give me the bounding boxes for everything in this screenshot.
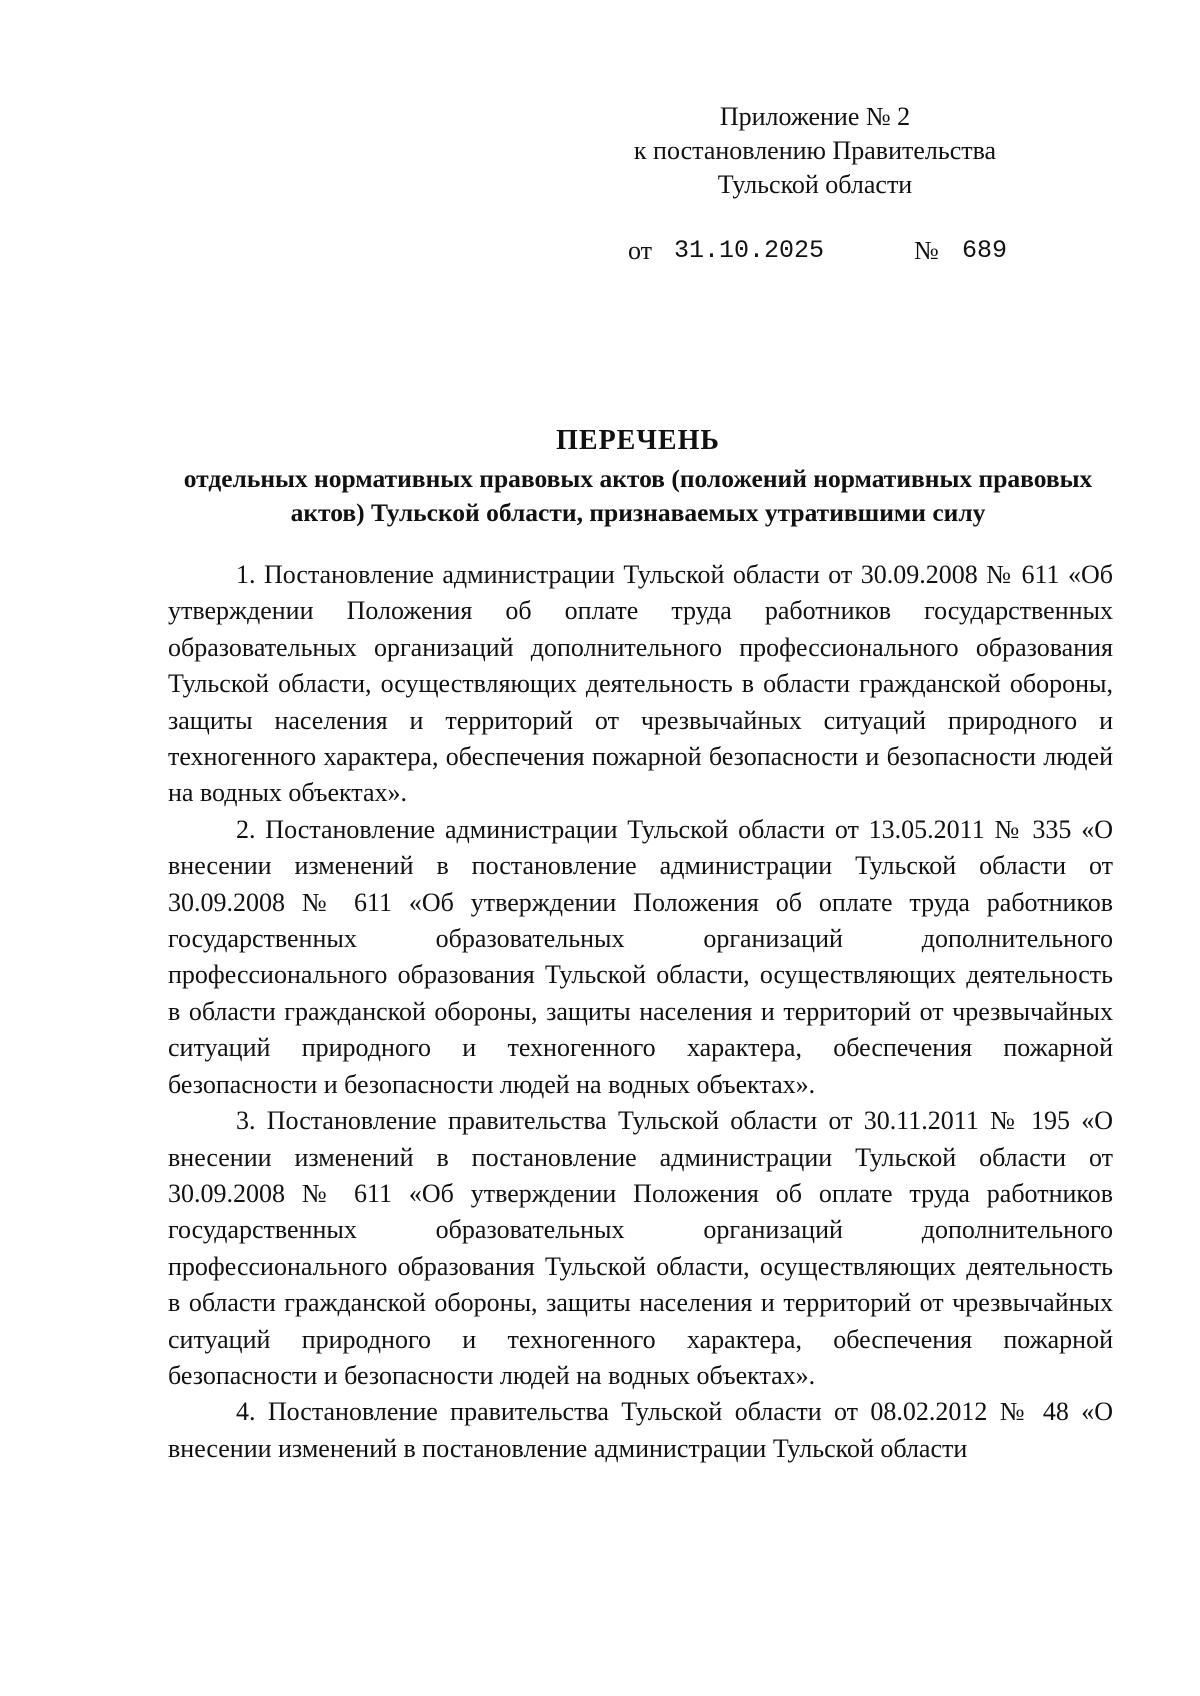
document-title bbox=[168, 424, 1108, 530]
appendix-reference: к постановлению Правительства bbox=[633, 136, 997, 165]
appendix-number: Приложение № 2 bbox=[719, 102, 911, 131]
title-heading: ПЕРЕЧЕНЬ bbox=[556, 425, 720, 456]
registration-date: 31.10.2025 bbox=[674, 236, 825, 265]
document-body bbox=[168, 557, 1113, 1467]
list-item: 4. Постановление правительства Тульской области от 08.02.2012 № 48 «О внесении изменений в постановление администрации Тульской области bbox=[168, 1397, 1113, 1463]
appendix-region: Тульской области bbox=[717, 170, 913, 199]
list-item: 2. Постановление администрации Тульской области от 13.05.2011 № 335 «О внесении изменений в постановление администрации Тульской области от 30.09.2008 № 611 «Об утверждении Положения об оплате труда работников государственных образовательных организаций дополнительного профессионального образования Тульской области, осуществляющих деятельность в области гражданской обороны, защиты населения и территорий от чрезвычайных ситуаций природного и техногенного характера, обеспечения пожарной безопасности и безопасности людей на водных объектах». bbox=[168, 814, 1113, 1099]
list-item: 3. Постановление правительства Тульской области от 30.11.2011 № 195 «О внесении изменений в постановление администрации Тульской области от 30.09.2008 № 611 «Об утверждении Положения об оплате труда работников государственных образовательных организаций дополнительного профессионального образования Тульской области, осуществляющих деятельность в области гражданской обороны, защиты населения и территорий от чрезвычайных ситуаций природного и техногенного характера, обеспечения пожарной безопасности и безопасности людей на водных объектах». bbox=[168, 1106, 1113, 1390]
date-prefix: от bbox=[628, 236, 653, 265]
number-prefix: № bbox=[914, 236, 939, 265]
list-item: 1. Постановление администрации Тульской области от 30.09.2008 № 611 «Об утверждении Положения об оплате труда работников государственных образовательных организаций дополнительного профессионального образования Тульской области, осуществляющих деятельность в области гражданской обороны, защиты населения и территорий от чрезвычайных ситуаций природного и техногенного характера, обеспечения пожарной безопасности и безопасности людей на водных объектах». bbox=[168, 560, 1113, 808]
title-subtitle: отдельных нормативных правовых актов (положений нормативных правовых актов) Тульской области, признаваемых утратившими силу bbox=[183, 464, 1093, 527]
registration-number: 689 bbox=[962, 236, 1008, 265]
appendix-header bbox=[600, 100, 1030, 202]
